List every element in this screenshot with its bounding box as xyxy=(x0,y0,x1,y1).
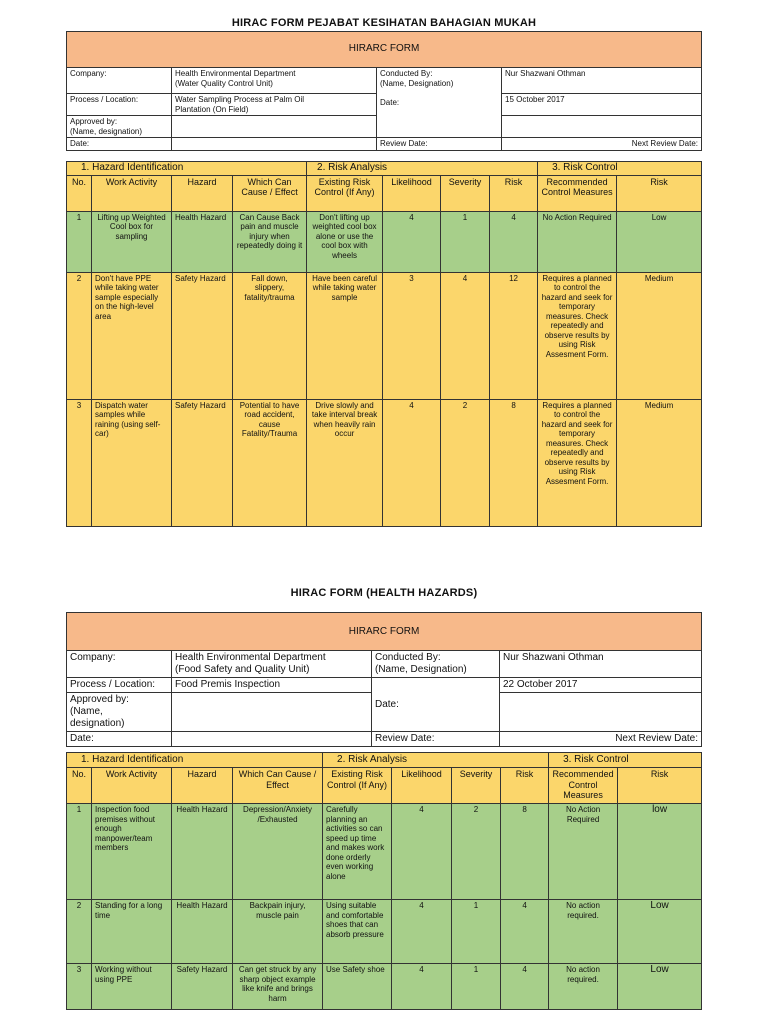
row-severity: 2 xyxy=(441,399,490,526)
row-risk: 8 xyxy=(501,804,549,900)
form1-date-blank xyxy=(172,138,377,151)
form1-review-label: Review Date: xyxy=(377,138,502,151)
form2-date-value: 22 October 2017 xyxy=(500,678,702,693)
row-risk: 4 xyxy=(490,211,538,272)
row-risk: 4 xyxy=(501,964,549,1010)
form1-conducted-text: Conducted By: (Name, Designation) xyxy=(380,69,454,88)
col-hazard: Hazard xyxy=(172,175,233,211)
form2-group-hazard: 1. Hazard Identification xyxy=(67,753,323,768)
row-no: 1 xyxy=(67,211,92,272)
form1-date-label: Date: xyxy=(67,138,172,151)
row-rating: low xyxy=(618,804,702,900)
col-risk: Risk xyxy=(490,175,538,211)
row-no: 2 xyxy=(67,900,92,964)
form1-company-value: Health Environmental Department (Water Quality Control Unit) xyxy=(172,68,377,94)
form1-conducted-value: Nur Shazwani Othman xyxy=(502,68,702,94)
row-control: Have been careful while taking water sample xyxy=(307,272,383,399)
row-hazard: Health Hazard xyxy=(172,211,233,272)
col-likelihood: Likelihood xyxy=(392,768,452,804)
row-severity: 4 xyxy=(441,272,490,399)
row-hazard: Safety Hazard xyxy=(172,399,233,526)
form1-group-control: 3. Risk Control xyxy=(538,162,702,176)
col-likelihood: Likelihood xyxy=(383,175,441,211)
form2-approved-label: Approved by: (Name, designation) xyxy=(67,693,172,732)
col-risk: Risk xyxy=(501,768,549,804)
form1-risk-table xyxy=(66,161,702,527)
row-activity: Dispatch water samples while raining (using self-car) xyxy=(92,399,172,526)
form2-risk-table xyxy=(66,752,702,1010)
col-recommended: Recommended Control Measures xyxy=(538,175,617,211)
row-risk: 4 xyxy=(501,900,549,964)
form2-company-label: Company: xyxy=(67,651,172,678)
row-effect: Fall down, slippery, fatality/trauma xyxy=(233,272,307,399)
row-likelihood: 4 xyxy=(383,399,441,526)
row-risk: 12 xyxy=(490,272,538,399)
row-control: Carefully planning an activities so can speed up time and makes work done orderly even working alone xyxy=(323,804,392,900)
row-activity: Inspection food premises without enough manpower/team members xyxy=(92,804,172,900)
form2-conducted-value: Nur Shazwani Othman xyxy=(500,651,702,678)
row-severity: 1 xyxy=(441,211,490,272)
form1-date-value: 15 October 2017 xyxy=(502,94,702,116)
col-effect: Which Can Cause / Effect xyxy=(233,768,323,804)
col-severity: Severity xyxy=(441,175,490,211)
row-no: 3 xyxy=(67,964,92,1010)
table-row xyxy=(67,804,702,900)
form1-blank-value xyxy=(502,116,702,138)
row-effect: Depression/Anxiety /Exhausted xyxy=(233,804,323,900)
row-control: Drive slowly and take interval break when heavily rain occur xyxy=(307,399,383,526)
col-no: No. xyxy=(67,768,92,804)
col-effect: Which Can Cause / Effect xyxy=(233,175,307,211)
form2-review-label: Review Date: xyxy=(372,732,500,747)
form2-conducted-label: Conducted By: (Name, Designation) xyxy=(372,651,500,678)
col-existing-control: Existing Risk Control (If Any) xyxy=(323,768,392,804)
form2-header-table xyxy=(66,612,702,747)
row-likelihood: 4 xyxy=(392,964,452,1010)
row-rating: Medium xyxy=(617,399,702,526)
table-row xyxy=(67,399,702,526)
row-measures: No Action Required xyxy=(538,211,617,272)
form1-process-value: Water Sampling Process at Palm Oil Plantation (On Field) xyxy=(172,94,377,116)
col-risk-rating: Risk xyxy=(617,175,702,211)
row-measures: No action required. xyxy=(549,900,618,964)
row-no: 3 xyxy=(67,399,92,526)
row-control: Use Safety shoe xyxy=(323,964,392,1010)
form1-date2-label: Date: xyxy=(380,97,400,107)
row-rating: Low xyxy=(617,211,702,272)
row-rating: Medium xyxy=(617,272,702,399)
row-measures: Requires a planned to control the hazard and seek for temporary measures. Check repeatedly and observe results by using Risk Assesment Form. xyxy=(538,272,617,399)
form2-next-review-label: Next Review Date: xyxy=(500,732,702,747)
table-row xyxy=(67,272,702,399)
row-severity: 1 xyxy=(452,964,501,1010)
table-row xyxy=(67,211,702,272)
row-measures: No Action Required xyxy=(549,804,618,900)
form2-date2-label: Date: xyxy=(372,678,500,732)
form2-title: HIRAC FORM (HEALTH HAZARDS) xyxy=(290,587,478,599)
row-risk: 8 xyxy=(490,399,538,526)
form1-approved-value xyxy=(172,116,377,138)
col-no: No. xyxy=(67,175,92,211)
row-effect: Can Cause Back pain and muscle injury when repeatedly doing it xyxy=(233,211,307,272)
row-activity: Working without using PPE xyxy=(92,964,172,1010)
form1-title: HIRAC FORM PEJABAT KESIHATAN BAHAGIAN MUKAH xyxy=(231,17,537,29)
row-likelihood: 4 xyxy=(392,804,452,900)
row-severity: 2 xyxy=(452,804,501,900)
col-existing-control: Existing Risk Control (If Any) xyxy=(307,175,383,211)
form1-process-label: Process / Location: xyxy=(67,94,172,116)
row-effect: Backpain injury, muscle pain xyxy=(233,900,323,964)
col-hazard: Hazard xyxy=(172,768,233,804)
row-activity: Standing for a long time xyxy=(92,900,172,964)
form1-company-label: Company: xyxy=(67,68,172,94)
col-risk-rating: Risk xyxy=(618,768,702,804)
row-hazard: Health Hazard xyxy=(172,804,233,900)
form2-group-analysis: 2. Risk Analysis xyxy=(323,753,549,768)
form2-date-label: Date: xyxy=(67,732,172,747)
row-effect: Can get struck by any sharp object example like knife and brings harm xyxy=(233,964,323,1010)
row-no: 1 xyxy=(67,804,92,900)
form1-group-analysis: 2. Risk Analysis xyxy=(307,162,538,176)
row-control: Don't lifting up weighted cool box alone or use the cool box with wheels xyxy=(307,211,383,272)
form1-conducted-label xyxy=(377,68,502,138)
row-severity: 1 xyxy=(452,900,501,964)
form1-approved-label: Approved by: (Name, designation) xyxy=(67,116,172,138)
row-hazard: Safety Hazard xyxy=(172,272,233,399)
col-severity: Severity xyxy=(452,768,501,804)
table-row xyxy=(67,900,702,964)
form1-header-table xyxy=(66,31,702,151)
row-hazard: Health Hazard xyxy=(172,900,233,964)
form2-banner: HIRARC FORM xyxy=(67,613,702,651)
form2-process-value: Food Premis Inspection xyxy=(172,678,372,693)
form2-group-control: 3. Risk Control xyxy=(549,753,702,768)
row-likelihood: 3 xyxy=(383,272,441,399)
row-activity: Lifting up Weighted Cool box for sampling xyxy=(92,211,172,272)
table-row xyxy=(67,964,702,1010)
row-measures: No action required. xyxy=(549,964,618,1010)
row-rating: Low xyxy=(618,964,702,1010)
form1-banner: HIRARC FORM xyxy=(67,32,702,68)
form2-company-value: Health Environmental Department (Food Safety and Quality Unit) xyxy=(172,651,372,678)
row-likelihood: 4 xyxy=(392,900,452,964)
form1-group-hazard: 1. Hazard Identification xyxy=(67,162,307,176)
row-hazard: Safety Hazard xyxy=(172,964,233,1010)
form1-next-review-label: Next Review Date: xyxy=(502,138,702,151)
row-activity: Don't have PPE while taking water sample especially on the high-level area xyxy=(92,272,172,399)
row-rating: Low xyxy=(618,900,702,964)
row-effect: Potential to have road accident, cause Fatality/Trauma xyxy=(233,399,307,526)
form2-process-label: Process / Location: xyxy=(67,678,172,693)
row-no: 2 xyxy=(67,272,92,399)
row-measures: Requires a planned to control the hazard and seek for temporary measures. Check repeatedly and observe results by using Risk Assesment Form. xyxy=(538,399,617,526)
col-work-activity: Work Activity xyxy=(92,768,172,804)
col-work-activity: Work Activity xyxy=(92,175,172,211)
row-likelihood: 4 xyxy=(383,211,441,272)
row-control: Using suitable and comfortable shoes that can absorb pressure xyxy=(323,900,392,964)
form2-approved-value xyxy=(172,693,372,732)
form2-date-blank xyxy=(172,732,372,747)
col-recommended: Recommended Control Measures xyxy=(549,768,618,804)
form2-blank-value xyxy=(500,693,702,732)
